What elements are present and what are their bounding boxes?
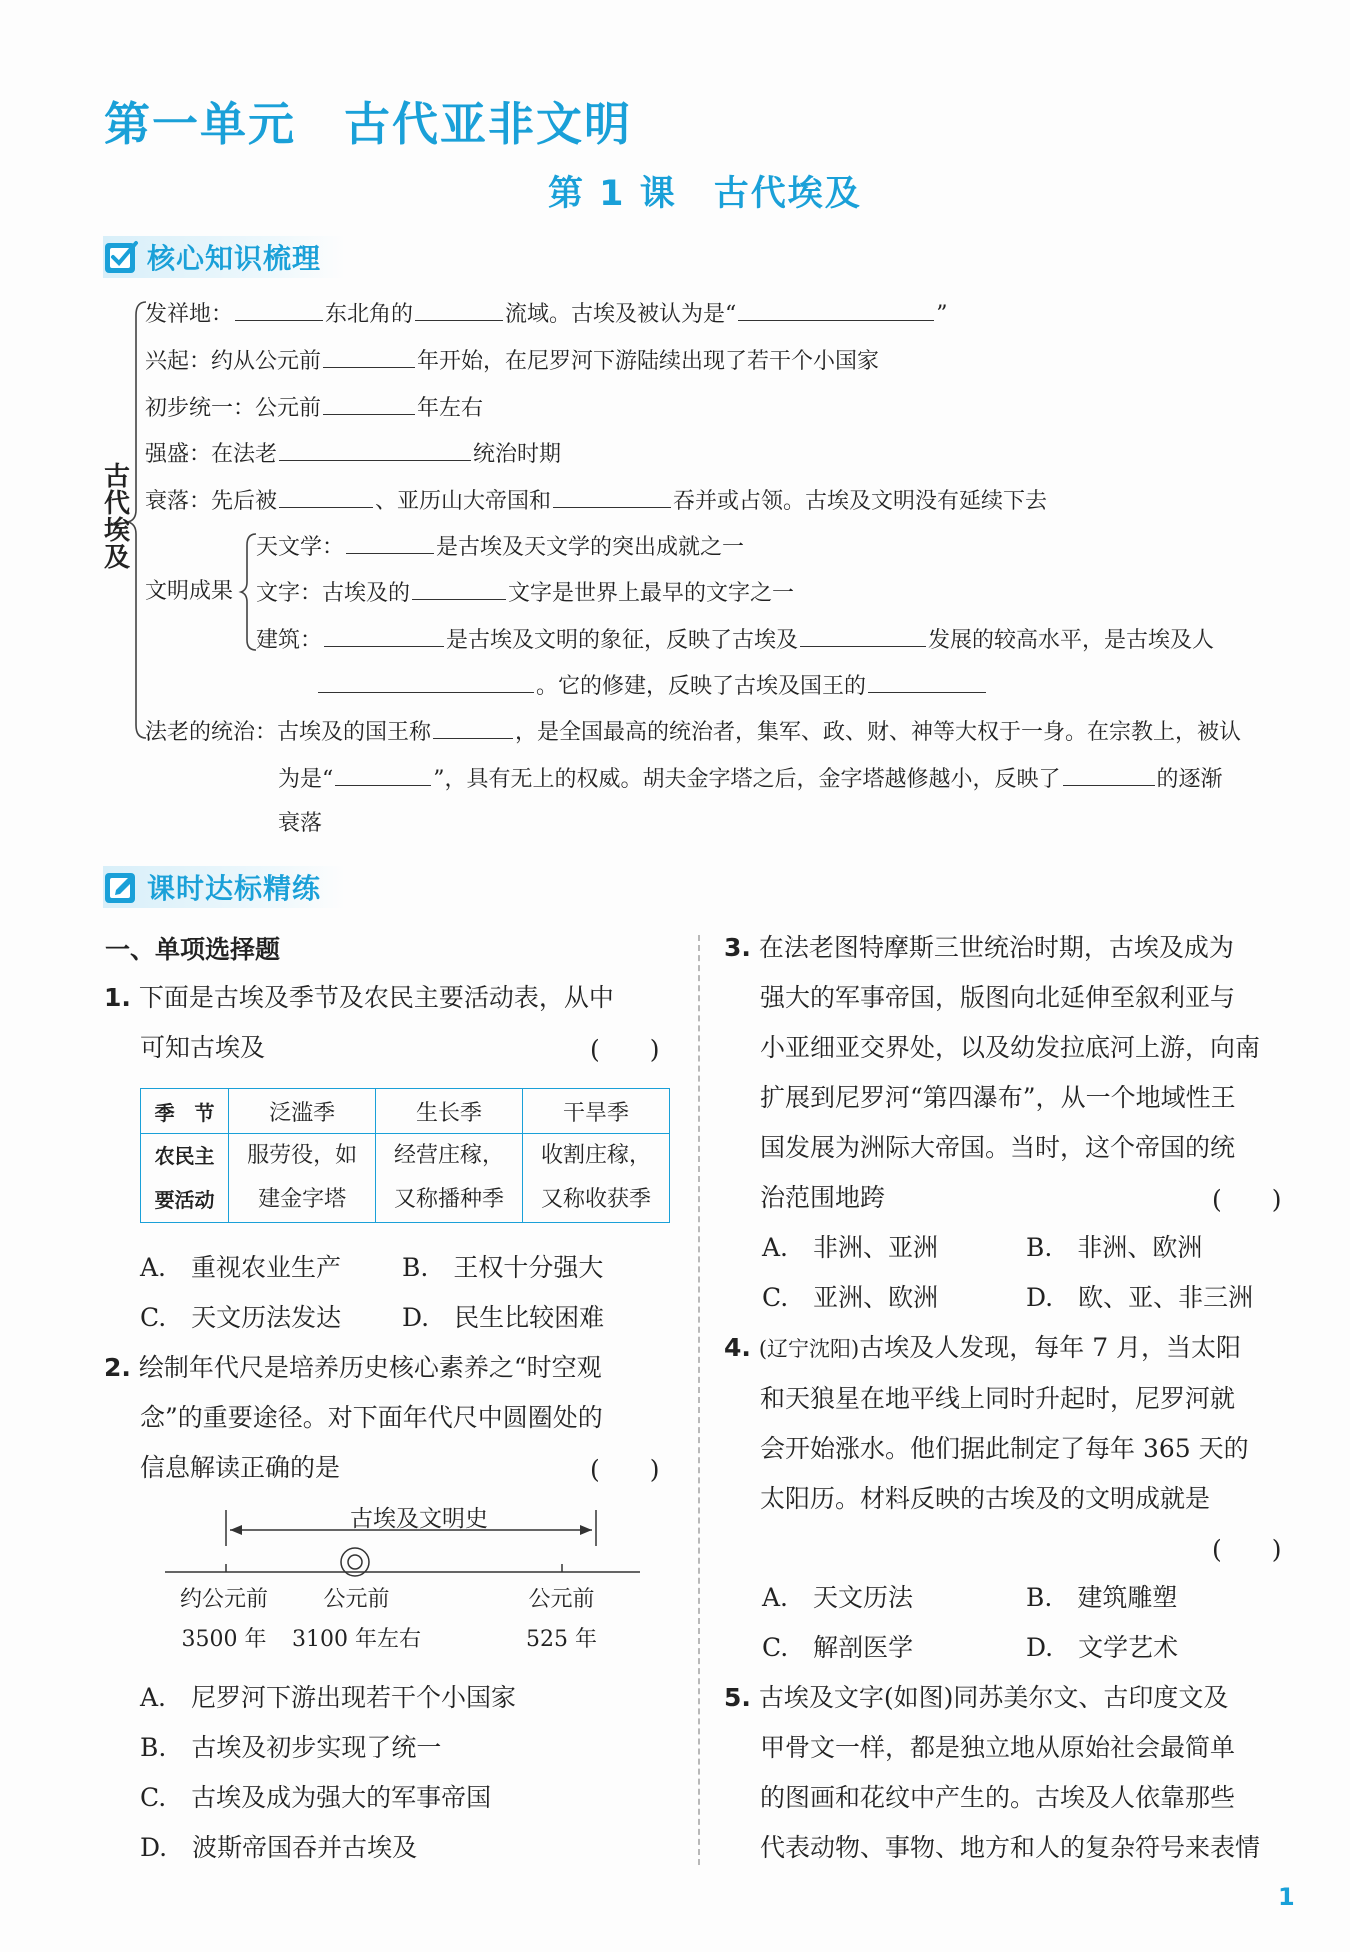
option-d[interactable]: D. 民生比较困难 — [402, 1303, 605, 1332]
section-header-core-knowledge — [103, 236, 345, 278]
option-a[interactable]: A. 天文历法 — [762, 1583, 914, 1612]
column-divider — [698, 935, 700, 1865]
page-number: 1 — [1278, 1883, 1295, 1911]
outline-row-architecture: 建筑： 是古埃及文明的象征，反映了古埃及 发展的较高水平，是古埃及人 — [256, 624, 1214, 656]
answer-paren[interactable]: ( ) — [590, 1455, 660, 1484]
fill-blank[interactable] — [553, 485, 671, 508]
fill-blank[interactable] — [800, 624, 926, 647]
question-4: 4. (辽宁沈阳)古埃及人发现，每年 7 月，当太阳 和天狼星在地平线上同时升起时，尼罗河就 会开始涨水。他们据此制定了每年 365 天的 太阳历。材料反映的古埃及的文明成就是 — [724, 1333, 1249, 1513]
lesson-title: 第 1 课 古代埃及 — [548, 174, 862, 214]
fill-blank[interactable] — [324, 624, 444, 647]
timeline-label: 公元前 3100 年左右 — [292, 1587, 421, 1652]
table-cell: 收割庄稼， 又称收获季 — [523, 1134, 670, 1223]
section-header-practice — [103, 866, 345, 908]
option-c[interactable]: C. 天文历法发达 — [140, 1303, 342, 1332]
fill-blank[interactable] — [323, 392, 415, 415]
outline-row-rise: 兴起：约从公元前 年开始，在尼罗河下游陆续出现了若干个小国家 — [145, 345, 879, 377]
option-a[interactable]: A. 重视农业生产 — [140, 1253, 342, 1282]
outline-row-pharaoh-cont: 为是“ ”，具有无上的权威。胡夫金字塔之后，金字塔越修越小，反映了 的逐渐 — [278, 763, 1223, 795]
outline-row-prosperity: 强盛：在法老 统治时期 — [145, 438, 561, 470]
option-b[interactable]: B. 王权十分强大 — [402, 1253, 604, 1282]
question-2: 2. 绘制年代尺是培养历史核心素养之“时空观 念”的重要途径。对下面年代尺中圆圈处的 信息解读正确的是 — [104, 1353, 603, 1482]
fill-blank[interactable] — [335, 763, 431, 786]
fill-blank[interactable] — [433, 716, 513, 739]
outline-row-writing: 文字：古埃及的 文字是世界上最早的文字之一 — [256, 577, 794, 609]
outline-row-architecture-cont: 。它的修建，反映了古埃及国王的 — [316, 670, 988, 702]
answer-paren[interactable]: ( ) — [1212, 1185, 1282, 1214]
outline-row-pharaoh-end: 衰落 — [278, 811, 323, 836]
fill-blank[interactable] — [1063, 763, 1155, 786]
pencil-edit-icon — [103, 869, 139, 905]
fill-blank[interactable] — [868, 670, 986, 693]
table-cell: 经营庄稼， 又称播种季 — [376, 1134, 523, 1223]
fill-blank[interactable] — [412, 577, 506, 600]
section-title: 核心知识梳理 — [147, 242, 322, 275]
season-activity-table — [140, 1088, 670, 1223]
option-d[interactable]: D. 欧、亚、非三洲 — [1026, 1283, 1254, 1312]
option-a[interactable]: A. 非洲、亚洲 — [762, 1233, 939, 1262]
outline-civilization-label: 文明成果 — [145, 579, 234, 604]
table-header-cell: 干旱季 — [523, 1089, 670, 1134]
table-header-cell: 季 节 — [141, 1089, 229, 1134]
fill-blank[interactable] — [279, 438, 471, 461]
table-cell: 服劳役，如 建金字塔 — [229, 1134, 376, 1223]
fill-blank[interactable] — [235, 298, 323, 321]
timeline-label: 约公元前 3500 年 — [180, 1587, 269, 1652]
fill-blank[interactable] — [738, 298, 934, 321]
table-header-cell: 生长季 — [376, 1089, 523, 1134]
question-3: 3. 在法老图特摩斯三世统治时期，古埃及成为 强大的军事帝国，版图向北延伸至叙利亚与 小亚细亚交界处，以及幼发拉底河上游，向南 扩展到尼罗河“第四瀑布”，从一个地域性王 国发展为洲际大帝国。当时，这个帝国的统 治范围地跨 — [724, 933, 1261, 1212]
option-d[interactable]: D. 文学艺术 — [1026, 1633, 1179, 1662]
answer-paren[interactable]: ( ) — [1212, 1535, 1282, 1564]
section-title: 课时达标精练 — [147, 872, 322, 905]
outline-row-astronomy: 天文学： 是古埃及天文学的突出成就之一 — [256, 531, 744, 563]
checkbox-check-icon — [103, 239, 139, 275]
option-b[interactable]: B. 非洲、欧洲 — [1026, 1233, 1203, 1262]
table-header-cell: 泛滥季 — [229, 1089, 376, 1134]
timeline-title: 古埃及文明史 — [350, 1506, 488, 1532]
outline-row-origin: 发祥地： 东北角的 流域。古埃及被认为是“ ” — [145, 298, 948, 330]
option-c[interactable]: C. 亚洲、欧洲 — [762, 1283, 939, 1312]
outline-row-decline: 衰落：先后被 、亚历山大帝国和 吞并或占领。古埃及文明没有延续下去 — [145, 485, 1047, 517]
option-b[interactable]: B. 建筑雕塑 — [1026, 1583, 1178, 1612]
fill-blank[interactable] — [323, 345, 415, 368]
fill-blank[interactable] — [279, 485, 373, 508]
answer-paren[interactable]: ( ) — [590, 1035, 660, 1064]
fill-blank[interactable] — [415, 298, 503, 321]
outline-vertical-label: 古代埃及 — [103, 462, 130, 573]
option-d[interactable]: D. 波斯帝国吞并古埃及 — [140, 1833, 418, 1862]
option-b[interactable]: B. 古埃及初步实现了统一 — [140, 1733, 442, 1762]
outline-row-unification: 初步统一：公元前 年左右 — [145, 392, 483, 424]
outline-row-pharaoh: 法老的统治：古埃及的国王称 ，是全国最高的统治者，集军、政、财、神等大权于一身。在宗教上，被认 — [145, 716, 1241, 748]
fill-blank[interactable] — [318, 670, 534, 693]
timeline-label: 公元前 525 年 — [526, 1587, 597, 1652]
question-1: 1. 下面是古埃及季节及农民主要活动表，从中 可知古埃及 — [104, 983, 614, 1062]
table-row-label: 农民主 要活动 — [141, 1134, 229, 1223]
fill-blank[interactable] — [346, 531, 434, 554]
unit-title: 第一单元 古代亚非文明 — [104, 97, 632, 151]
question-5: 5. 古埃及文字(如图)同苏美尔文、古印度文及 甲骨文一样，都是独立地从原始社会最简单 的图画和花纹中产生的。古埃及人依靠那些 代表动物、事物、地方和人的复杂符号来表情 — [724, 1683, 1261, 1862]
option-c[interactable]: C. 解剖医学 — [762, 1633, 914, 1662]
option-c[interactable]: C. 古埃及成为强大的军事帝国 — [140, 1783, 492, 1812]
part-title-single-choice: 一、单项选择题 — [105, 935, 281, 964]
option-a[interactable]: A. 尼罗河下游出现若干个小国家 — [140, 1683, 517, 1712]
